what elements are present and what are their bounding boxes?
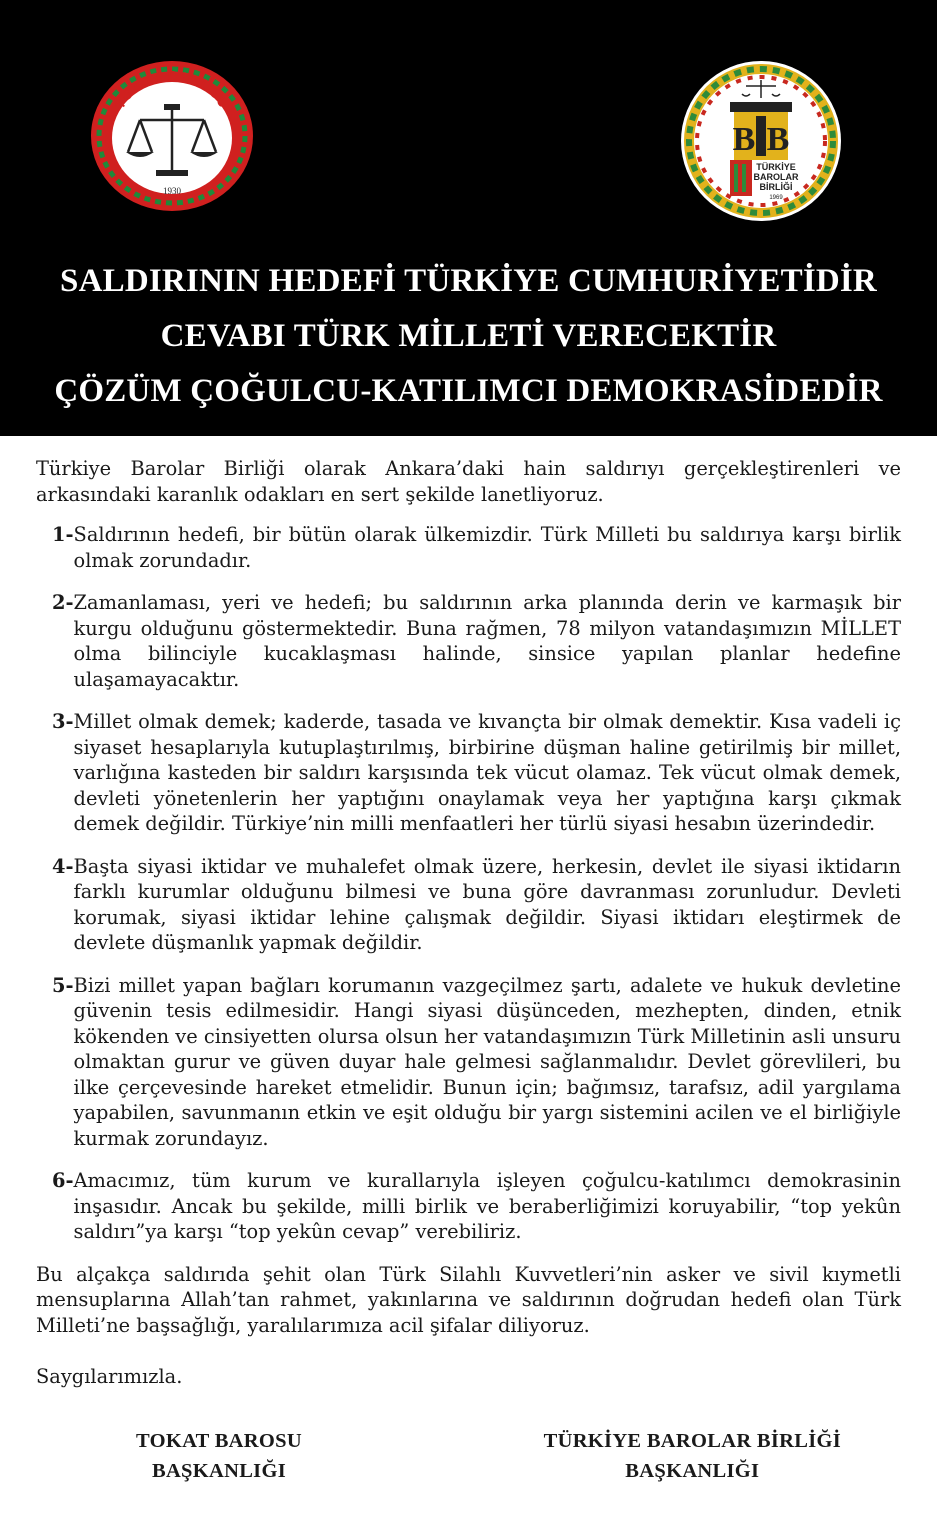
- signature-tokat: [136, 1426, 302, 1486]
- list-item: [52, 1168, 901, 1245]
- list-item: [52, 973, 901, 1152]
- headline-1: SALDIRININ HEDEFİ TÜRKİYE CUMHURİYETİDİR: [60, 263, 877, 299]
- svg-text:BAROLAR: BAROLAR: [753, 172, 799, 182]
- headline-3: ÇÖZÜM ÇOĞULCU-KATILIMCI DEMOKRASİDEDİR: [54, 373, 883, 409]
- item-number: 2-: [52, 591, 74, 614]
- list-item: [52, 590, 901, 692]
- closing-paragraph: Bu alçakça saldırıda şehit olan Türk Silahlı Kuvvetleri’nin asker ve sivil kıymetli mensuplarına Allah’tan rahmet, yakınlarına ve saldırının doğrudan hedefi olan Türk Milleti’ne başsağlığı, yaralılarımıza acil şifalar diliyoruz.: [36, 1262, 901, 1337]
- svg-text:1930: 1930: [163, 186, 181, 196]
- item-number: 1-: [52, 523, 74, 546]
- svg-text:BİRLİĞİ: BİRLİĞİ: [759, 182, 793, 192]
- svg-text:TOKAT BAROSU: TOKAT BAROSU: [112, 67, 232, 112]
- signature-tokat-line1: TOKAT BAROSU: [136, 1429, 302, 1452]
- item-number: 4-: [52, 854, 74, 878]
- signature-tbb-line2: BAŞKANLIĞI: [625, 1459, 760, 1482]
- item-text: Başta siyasi iktidar ve muhalefet olmak üzere, herkesin, devlet ile siyasi iktidarın farklı kurumlar olduğunu bilmesi ve buna göre davranması zorunludur. Devleti korumak, siyasi iktidar lehine çalışmak değildir. Siyasi iktidarı eleştirmek de devlete düşmanlık yapmak değildir.: [73, 854, 901, 954]
- document-body: [0, 436, 937, 1486]
- signatures: [36, 1426, 901, 1486]
- tbb-logo: [680, 60, 842, 222]
- item-number: 3-: [52, 710, 74, 733]
- headlines: [0, 254, 937, 419]
- signature-tbb-line1: TÜRKİYE BAROLAR BİRLİĞİ: [543, 1429, 841, 1452]
- signature-tbb: [544, 1426, 841, 1486]
- item-number: 6-: [52, 1169, 74, 1192]
- list-item: [52, 854, 901, 956]
- item-text: Millet olmak demek; kaderde, tasada ve kıvançta bir olmak demektir. Kısa vadeli iç siyaset hesaplarıyla kutuplaştırılmış, birbirine düşman haline getirilmiş bir millet, varlığına kasteden bir saldırı karşısında tek vücut olamaz. Tek vücut olmak demek, devleti yönetenlerin her yaptığını onaylamak veya her yaptığına karşı çıkmak demek değildir. Türkiye’nin milli menfaatleri her türlü siyasi hesabın üzerindedir.: [73, 710, 901, 835]
- signature-tokat-line2: BAŞKANLIĞI: [151, 1459, 286, 1482]
- item-number: 5-: [52, 973, 74, 997]
- header-banner: [0, 0, 937, 436]
- svg-text:B: B: [766, 121, 790, 158]
- item-text: Zamanlaması, yeri ve hedefi; bu saldırının arka planında derin ve karmaşık bir kurgu olduğunu göstermektedir. Buna rağmen, 78 milyon vatandaşımızın MİLLET olma bilinciyle kucaklaşması halinde, sinsice yapılan planlar hedefine ulaşamayacaktır.: [73, 591, 901, 691]
- svg-text:1969: 1969: [769, 195, 783, 201]
- svg-text:TÜRKİYE: TÜRKİYE: [756, 162, 796, 172]
- headline-2: CEVABI TÜRK MİLLETİ VERECEKTİR: [160, 318, 777, 354]
- intro-paragraph: Türkiye Barolar Birliği olarak Ankara’daki hain saldırıyı gerçekleştirenleri ve arkasındaki karanlık odakları en sert şekilde lanetliyoruz.: [36, 457, 901, 506]
- svg-text:B: B: [732, 121, 756, 158]
- list-item: [52, 522, 901, 573]
- item-text: Amacımız, tüm kurum ve kurallarıyla işleyen çoğulcu-katılımcı demokrasinin inşasıdır. Ancak bu şekilde, milli birlik ve beraberliğimizi koruyabilir, “top yekûn saldırı”ya karşı “top yekûn cevap” verebiliriz.: [73, 1169, 901, 1243]
- tokat-barosu-logo: [90, 60, 254, 212]
- item-text: Saldırının hedefi, bir bütün olarak ülkemizdir. Türk Milleti bu saldırıya karşı birlik olmak zorundadır.: [73, 523, 901, 572]
- regards-text: Saygılarımızla.: [36, 1365, 183, 1388]
- list-item: [52, 709, 901, 837]
- item-text: Bizi millet yapan bağları korumanın vazgeçilmez şartı, adalete ve hukuk devletine güvenin tesis edilmesidir. Hangi siyasi düşünceden, mezhepten, dinden, etnik kökenden ve cinsiyetten olursa olsun her vatandaşımızın Türk Milletinin asli unsuru olmaktan gurur ve güven duyar hale gelmesi sağlanmalıdır. Devlet görevlileri, bu ilke çerçevesinde hareket etmelidir. Bunun için; bağımsız, tarafsız, adil yargılama yapabilen, savunmanın etkin ve eşit olduğu bir yargı sistemini acilen ve el birliğiyle kurmak zorundayız.: [73, 973, 901, 1150]
